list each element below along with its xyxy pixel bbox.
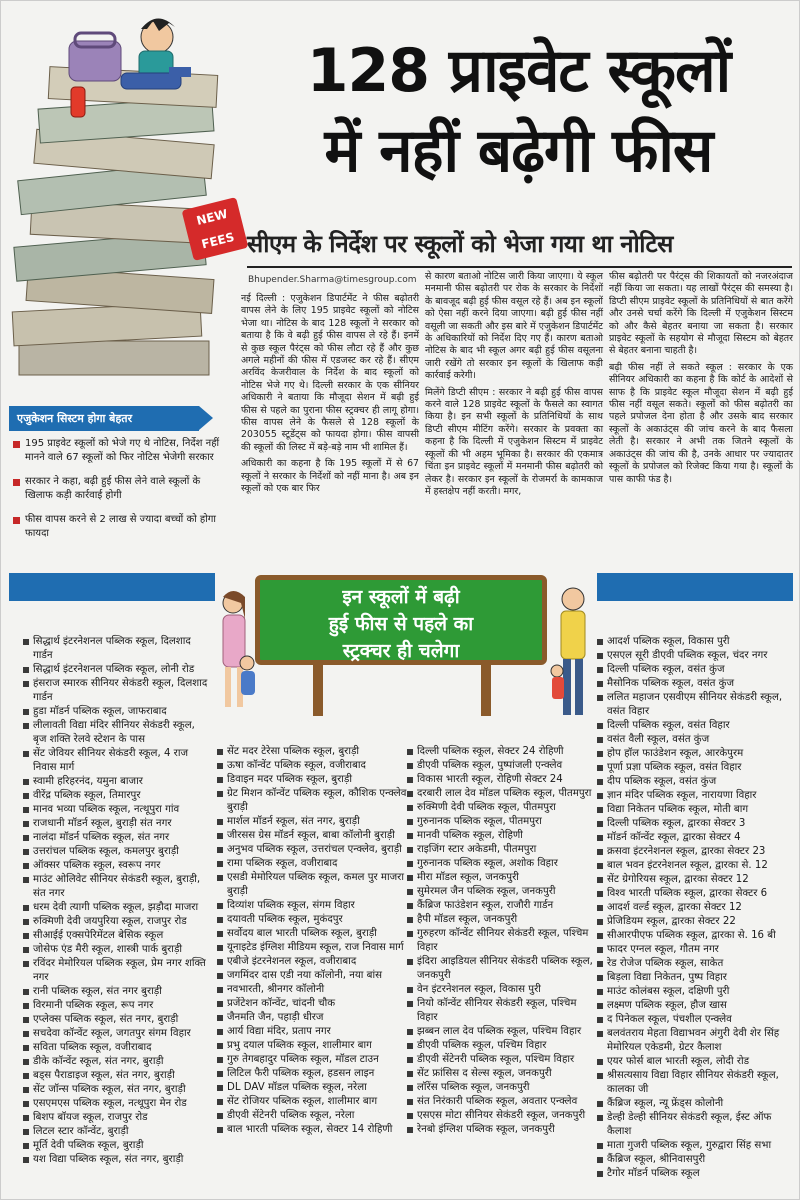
school-list-item: हुडा मॉडर्न पब्लिक स्कूल, जाफराबाद: [23, 705, 209, 719]
school-list-3: [407, 745, 597, 1137]
school-list-item: सीआरपीएफ पब्लिक स्कूल, द्वारका से. 16 बी: [597, 929, 793, 943]
school-list-item: बाल भारती पब्लिक स्कूल, सेक्टर 14 रोहिणी: [217, 1123, 407, 1137]
headline: [241, 31, 796, 191]
school-list-item: मॉडर्न कॉन्वेंट स्कूल, द्वारका सेक्टर 4: [597, 831, 793, 845]
school-list-item: सविता पब्लिक स्कूल, वजीराबाद: [23, 1041, 209, 1055]
school-list-item: रुक्मिणी देवी पब्लिक स्कूल, पीतमपुरा: [407, 801, 597, 815]
school-list-item: वसंत वैली स्कूल, वसंत कुंज: [597, 733, 793, 747]
school-list-item: एसएस मोटा सीनियर सेकंडरी स्कूल, जनकपुरी: [407, 1109, 597, 1123]
school-list-item: दिल्ली पब्लिक स्कूल, वसंत कुंज: [597, 663, 793, 677]
school-list-item: द पिनेकल स्कूल, पंचशील एन्क्लेव: [597, 1013, 793, 1027]
section-divider-left: [9, 573, 215, 601]
summary-item: सरकार ने कहा, बढ़ी हुई फीस लेने वाले स्कूलों के खिलाफ कड़ी कार्रवाई होगी: [9, 469, 231, 507]
school-list-item: हंसराज स्मारक सीनियर सेकंडरी स्कूल, दिलशाद गार्डन: [23, 677, 209, 705]
school-list-item: लीलावती विद्या मंदिर सीनियर सेकंडरी स्कूल, बृज शक्ति रेलवे स्टेशन के पास: [23, 719, 209, 747]
school-list-item: माउंट ओलिवेट सीनियर सेकंडरी स्कूल, बुराड़ी, संत नगर: [23, 873, 209, 901]
school-list-item: संत निरंकारी पब्लिक स्कूल, अवतार एन्क्लेव: [407, 1095, 597, 1109]
article-paragraph: मिलेंगे डिप्टी सीएम : सरकार ने बढ़ी हुई फीस वापस करने वाले 128 प्राइवेट स्कूलों के फैसले का स्वागत किया है। इन सभी स्कूलों के प्रतिनिधियों के साथ डिप्टी सीएम मीटिंग करेंगे। सरकार के प्रवक्ता का कहना है कि दिल्ली में एजुकेशन सिस्टम में प्राइवेट स्कूलों की भी अहम भूमिका है। सरकार की एकमात्र चिंता इन प्राइवेट स्कूलों में मनमानी फीस बढ़ोतरी को लेकर है। सरकार इन स्कूलों के रोजमर्रा के कामकाज में हस्तक्षेप नहीं करती। मगर,: [425, 386, 603, 497]
school-list-item: डिवाइन मदर पब्लिक स्कूल, बुराड़ी: [217, 773, 407, 787]
school-list-item: एसडी मेमोरियल पब्लिक स्कूल, कमल पुर माजरा बुराड़ी: [217, 871, 407, 899]
school-list-item: ज्ञान मंदिर पब्लिक स्कूल, नारायणा विहार: [597, 789, 793, 803]
school-list-item: राजधानी मॉडर्न स्कूल, बुराड़ी संत नगर: [23, 817, 209, 831]
article-column-3: [609, 271, 793, 490]
board-leg-left: [313, 661, 323, 716]
school-list-item: ग्रेट मिशन कॉन्वेंट पब्लिक स्कूल, कौशिक एन्क्लेव बुराड़ी: [217, 787, 407, 815]
water-bottle: [71, 87, 85, 117]
school-list-item: सर्वोदय बाल भारती पब्लिक स्कूल, बुराड़ी: [217, 927, 407, 941]
school-list-item: हैपी मॉडल स्कूल, जनकपुरी: [407, 913, 597, 927]
school-list-item: स्वामी हरिहरनंद, यमुना बाजार: [23, 775, 209, 789]
school-list-item: गुरु तेगबहादुर पब्लिक स्कूल, मॉडल टाउन: [217, 1053, 407, 1067]
school-list-item: बलवंतराय मेहता विद्याभवन अंगुरी देवी शेर सिंह मेमोरियल एकेडमी, ग्रेटर कैलाश: [597, 1027, 793, 1055]
school-list-item: फादर एग्नल स्कूल, गौतम नगर: [597, 943, 793, 957]
school-list-item: एप्लेक्स पब्लिक स्कूल, संत नगर, बुराड़ी: [23, 1013, 209, 1027]
school-list-item: ललित महाजन एसवीएम सीनियर सेकंडरी स्कूल, वसंत विहार: [597, 691, 793, 719]
school-list-item: वेन इंटरनेशनल स्कूल, विकास पुरी: [407, 983, 597, 997]
school-list-item: जीरसस ग्रेस मॉडर्न स्कूल, बाबा कॉलोनी बुराड़ी: [217, 829, 407, 843]
school-list-item: लिटल स्टार कॉन्वेंट, बुराड़ी: [23, 1125, 209, 1139]
summary-item: 195 प्राइवेट स्कूलों को भेजे गए थे नोटिस, निर्देश नहीं मानने वाले 67 स्कूलों को फिर नोटिस भेजेगी सरकार: [9, 431, 231, 469]
school-list-item: सीआईई एक्सपेरिमेंटल बेसिक स्कूल: [23, 929, 209, 943]
article-column-2: [425, 271, 603, 502]
school-list-item: प्रजेंटेशन कॉन्वेंट, चांदनी चौक: [217, 997, 407, 1011]
school-list-item: डीएवी पब्लिक स्कूल, पश्चिम विहार: [407, 1039, 597, 1053]
school-list-4: [597, 635, 793, 1181]
school-list-item: DL DAV मॉडल पब्लिक स्कूल, नरेला: [217, 1081, 407, 1095]
school-list-item: सेंट रोजियर पब्लिक स्कूल, शालीमार बाग: [217, 1095, 407, 1109]
board-line3: स्ट्रक्चर ही चलेगा: [342, 640, 460, 662]
school-list-item: गुरुहरण कॉन्वेंट सीनियर सेकंडरी स्कूल, पश्चिम विहार: [407, 927, 597, 955]
school-list-item: विकास भारती स्कूल, रोहिणी सेक्टर 24: [407, 773, 597, 787]
subheadline: सीएम के निर्देश पर स्कूलों को भेजा गया था नोटिस: [247, 227, 792, 268]
school-list-item: जगमिंदर दास एडी नया कॉलोनी, नया बांस: [217, 969, 407, 983]
section-divider-right: [597, 573, 793, 601]
school-list-item: एयर फोर्स बाल भारती स्कूल, लोदी रोड: [597, 1055, 793, 1069]
notice-board: [255, 575, 547, 665]
school-list-item: रुक्मिणी देवी जयपुरिया स्कूल, राजपुर रोड: [23, 915, 209, 929]
boy-figure: [121, 18, 191, 89]
school-list-item: क्रसवा इंटरनेशनल स्कूल, द्वारका सेक्टर 23: [597, 845, 793, 859]
school-list-item: दीप पब्लिक स्कूल, वसंत कुंज: [597, 775, 793, 789]
school-list-item: आदर्श पब्लिक स्कूल, विकास पुरी: [597, 635, 793, 649]
school-list-item: होप हॉल फाउंडेशन स्कूल, आरकेपुरम: [597, 747, 793, 761]
school-list-item: विरमानी पब्लिक स्कूल, रूप नगर: [23, 999, 209, 1013]
school-list-item: मार्शल मॉडर्न स्कूल, संत नगर, बुराड़ी: [217, 815, 407, 829]
school-list-item: प्रभु दयाल पब्लिक स्कूल, शालीमार बाग: [217, 1039, 407, 1053]
school-list-item: मैसोनिक पब्लिक स्कूल, वसंत कुंज: [597, 677, 793, 691]
article-paragraph: से कारण बताओ नोटिस जारी किया जाएगा। ये स्कूल मनमानी फीस बढ़ोतरी पर रोक के सरकार के निर्देशों के बावजूद बढ़ी हुई फीस वसूल रहे हैं। अब इन स्कूलों को ऐसा नहीं करने दिया जाएगा। बढ़ी हुई फीस नहीं वसूली जा सकती और इस बारे में एजुकेशन डिपार्टमेंट के अधिकारियों को निर्देश दिए गए हैं। कारण बताओ नोटिस के बाद भी स्कूल अगर बढ़ी हुई फीस वसूलना जारी रखेंगे तो सरकार इन स्कूलों के खिलाफ कड़ी कार्रवाई करेगी।: [425, 271, 603, 382]
school-list-item: ऑक्सर पब्लिक स्कूल, स्वरूप नगर: [23, 859, 209, 873]
board-leg-right: [481, 661, 491, 716]
illustration-money-stack: [9, 11, 241, 406]
school-list-item: सचदेवा कॉन्वेंट स्कूल, जगतपुर संगम विहार: [23, 1027, 209, 1041]
school-list-item: इंदिरा आइडियल सीनियर सेकंडरी पब्लिक स्कूल, जनकपुरी: [407, 955, 597, 983]
school-list-item: सेंट फ्रांसिस द सेल्स स्कूल, जनकपुरी: [407, 1067, 597, 1081]
school-list-item: बिड़ला विद्या निकेतन, पुष्प विहार: [597, 971, 793, 985]
article-paragraph: बढ़ी फीस नहीं ले सकते स्कूल : सरकार के एक सीनियर अधिकारी का कहना है कि कोर्ट के आदेशों से साफ है कि प्राइवेट स्कूल मौजूदा सेशन में बढ़ी हुई फीस नहीं वसूल सकते। स्कूलों को फीस बढ़ोतरी का पहले प्रपोजल देना होता है और उसके बाद सरकार स्कूलों के अकाउंट्स की जांच करने के बाद फैसला लेती है। सरकार ने अभी तक जितने स्कूलों के अकाउंट्स की जांच की है, उनके आधार पर ज्यादातर स्कूलों के प्रपोजल को रिजेक्ट किया गया है। स्कूलों के पास काफी फंड है।: [609, 361, 793, 485]
school-list-item: बड्स पैराडाइज स्कूल, संत नगर, बुराड़ी: [23, 1069, 209, 1083]
school-list-item: ऊषा कॉन्वेंट पब्लिक स्कूल, वजीराबाद: [217, 759, 407, 773]
school-list-item: राइजिंग स्टार अकेडमी, पीतमपुरा: [407, 843, 597, 857]
school-list-item: धरम देवी त्यागी पब्लिक स्कूल, झड़ौदा माजरा: [23, 901, 209, 915]
new-fees-tag-line2: FEES: [200, 229, 236, 252]
school-list-item: दरबारी लाल देव मॉडल पब्लिक स्कूल, पीतमपुरा: [407, 787, 597, 801]
school-list-item: डीएवी सेंटेनरी पब्लिक स्कूल, नरेला: [217, 1109, 407, 1123]
school-list-item: रानी पब्लिक स्कूल, संत नगर बुराड़ी: [23, 985, 209, 999]
school-list-item: जोसेफ एंड मैरी स्कूल, शास्त्री पार्क बुराड़ी: [23, 943, 209, 957]
school-list-item: डीएवी सेंटेनरी पब्लिक स्कूल, पश्चिम विहार: [407, 1053, 597, 1067]
woman-figure-graphic: [213, 589, 257, 713]
school-list-item: माता गुजरी पब्लिक स्कूल, गुरुद्वारा सिंह सभा: [597, 1139, 793, 1153]
school-list-item: सिद्धार्थ इंटरनेशनल पब्लिक स्कूल, लोनी रोड: [23, 663, 209, 677]
school-list-item: रेनबो इंग्लिश पब्लिक स्कूल, जनकपुरी: [407, 1123, 597, 1137]
school-list-item: एसएमएस पब्लिक स्कूल, नत्थूपुरा मेन रोड: [23, 1097, 209, 1111]
article-column-1: [241, 293, 419, 500]
school-bag: [69, 33, 121, 81]
school-list-item: डेल्ही डेल्ही सीनियर सेकंडरी स्कूल, ईस्ट ऑफ कैलाश: [597, 1111, 793, 1139]
school-list-1: [23, 635, 209, 1167]
school-list-item: विश्व भारती पब्लिक स्कूल, द्वारका सेक्टर 6: [597, 887, 793, 901]
school-list-item: नियो कॉन्वेंट सीनियर सेकंडरी स्कूल, पश्चिम विहार: [407, 997, 597, 1025]
school-list-item: दिल्ली पब्लिक स्कूल, वसंत विहार: [597, 719, 793, 733]
school-list-item: लक्ष्मण पब्लिक स्कूल, हौज खास: [597, 999, 793, 1013]
school-list-item: यश विद्या पब्लिक स्कूल, संत नगर, बुराड़ी: [23, 1153, 209, 1167]
school-list-item: सिद्धार्थ इंटरनेशनल पब्लिक स्कूल, दिलशाद गार्डन: [23, 635, 209, 663]
summary-box: [9, 406, 231, 566]
school-list-item: रविंदर मेमोरियल पब्लिक स्कूल, प्रेम नगर शक्ति नगर: [23, 957, 209, 985]
school-list-item: डीएवी पब्लिक स्कूल, पुष्पांजली एन्क्लेव: [407, 759, 597, 773]
article-paragraph: नई दिल्ली : एजुकेशन डिपार्टमेंट ने फीस बढ़ोतरी वापस लेने के लिए 195 प्राइवेट स्कूलों को नोटिस भेजा था। नोटिस के बाद 128 स्कूलों ने सरकार को बताया है कि वे बढ़ी हुई फीस वापस ले रहे हैं। इनमें से कुछ स्कूल पैरंट्स को फीस लौटा रहे हैं और कुछ अगले महीनों की फीस में एडजस्ट कर रहे हैं। सीएम अरविंद केजरीवाल के निर्देश के बाद स्कूलों को नोटिस भेजे गए थे। दिल्ली सरकार के एक सीनियर अधिकारी ने बताया कि मौजूदा सेशन में बढ़ी हुई फीस से पहले का पुराना फीस स्ट्रक्चर ही लागू होगा। फीस वापस लेने के फैसले से 128 स्कूलों के 203055 स्टूडेंट्स को फायदा होगा। फीस वापसी की स्कूलों की लिस्ट में बड़े-बड़े नाम भी शामिल हैं।: [241, 293, 419, 453]
school-list-item: सेंट जेवियर सीनियर सेकंडरी स्कूल, 4 राज निवास मार्ग: [23, 747, 209, 775]
school-list-item: नवभारती, श्रीनगर कॉलोनी: [217, 983, 407, 997]
school-list-item: गुरुनानक पब्लिक स्कूल, अशोक विहार: [407, 857, 597, 871]
school-list-item: दयावती पब्लिक स्कूल, मुकंदपुर: [217, 913, 407, 927]
school-list-item: लॉरेंस पब्लिक स्कूल, जनकपुरी: [407, 1081, 597, 1095]
school-list-item: यूनाइटेड इंग्लिश मीडियम स्कूल, राज निवास मार्ग: [217, 941, 407, 955]
school-list-item: मूर्ति देवी पब्लिक स्कूल, बुराड़ी: [23, 1139, 209, 1153]
school-list-item: अनुभव पब्लिक स्कूल, उत्तरांचल एन्क्लेव, बुराड़ी: [217, 843, 407, 857]
school-list-item: सेंट जॉन्स पब्लिक स्कूल, संत नगर, बुराड़ी: [23, 1083, 209, 1097]
school-list-item: लिटिल फैरी पब्लिक स्कूल, हडसन लाइन: [217, 1067, 407, 1081]
school-list-item: मानव भव्या पब्लिक स्कूल, नत्थूपुरा गांव: [23, 803, 209, 817]
school-list-item: रामा पब्लिक स्कूल, वजीराबाद: [217, 857, 407, 871]
article-paragraph: फीस बढ़ोतरी पर पैरंट्स की शिकायतों को नजरअंदाज नहीं किया जा सकता। यह लाखों पैरंट्स की समस्या है। डिप्टी सीएम प्राइवेट स्कूलों के प्रतिनिधियों से बात करेंगे और उनसे चर्चा करेंगे कि दिल्ली में एजुकेशन सिस्टम को और कैसे बेहतर बनाया जा सकता है। सरकार प्राइवेट स्कूलों के सहयोग से मौजूदा सिस्टम को बेहतर से बेहतर बनाना चाहती है।: [609, 271, 793, 357]
school-list-item: डीके कॉन्वेंट स्कूल, संत नगर, बुराड़ी: [23, 1055, 209, 1069]
school-list-item: दिल्ली पब्लिक स्कूल, सेक्टर 24 रोहिणी: [407, 745, 597, 759]
school-list-item: टैगोर मॉडर्न पब्लिक स्कूल: [597, 1167, 793, 1181]
article-paragraph: अधिकारी का कहना है कि 195 स्कूलों में से 67 स्कूलों ने सरकार के निर्देशों को नहीं माना है। अब इन स्कूलों को एक बार फिर: [241, 458, 419, 495]
school-list-item: श्रीसत्यसाय विद्या विहार सीनियर सेकंडरी स्कूल, कालका जी: [597, 1069, 793, 1097]
school-list-item: प्रेजिडियम स्कूल, द्वारका सेक्टर 22: [597, 915, 793, 929]
school-list-item: झब्बन लाल देव पब्लिक स्कूल, पश्चिम विहार: [407, 1025, 597, 1039]
school-list-item: आर्य विद्या मंदिर, प्रताप नगर: [217, 1025, 407, 1039]
school-list-item: विद्या निकेतन पब्लिक स्कूल, मोती बाग: [597, 803, 793, 817]
school-list-item: एबीजे इंटरनेशनल स्कूल, वजीराबाद: [217, 955, 407, 969]
school-list-item: सुमेरमल जैन पब्लिक स्कूल, जनकपुरी: [407, 885, 597, 899]
headline-line2: में नहीं बढ़ेगी फीस: [324, 116, 713, 186]
summary-title: एजुकेशन सिस्टम होगा बेहतर: [9, 406, 199, 431]
school-list-item: दिल्ली पब्लिक स्कूल, द्वारका सेक्टर 3: [597, 817, 793, 831]
school-list-item: सेंट ग्रेगोरियस स्कूल, द्वारका सेक्टर 12: [597, 873, 793, 887]
school-list-item: सेंट मदर टेरेसा पब्लिक स्कूल, बुराड़ी: [217, 745, 407, 759]
school-list-item: कैंब्रिज स्कूल, न्यू फ्रेंड्स कोलोनी: [597, 1097, 793, 1111]
board-line1: इन स्कूलों में बढ़ी: [342, 586, 460, 608]
school-list-item: रेड रोजेज पब्लिक स्कूल, साकेत: [597, 957, 793, 971]
school-list-item: माउंट कोलंबस स्कूल, दक्षिणी पुरी: [597, 985, 793, 999]
school-list-item: नालंदा मॉडर्न पब्लिक स्कूल, संत नगर: [23, 831, 209, 845]
school-list-2: [217, 745, 407, 1137]
school-list-item: बाल भवन इंटरनेशनल स्कूल, द्वारका से. 12: [597, 859, 793, 873]
board-line2: हुई फीस से पहले का: [328, 613, 474, 635]
school-list-item: जैनमति जैन, पहाड़ी धीरज: [217, 1011, 407, 1025]
school-list-item: गुरुनानक पब्लिक स्कूल, पीतमपुरा: [407, 815, 597, 829]
school-list-item: एसएल सूरी डीएवी पब्लिक स्कूल, चंदर नगर: [597, 649, 793, 663]
headline-line1: 128 प्राइवेट स्कूलों: [306, 36, 731, 106]
school-list-item: वीरेंद्र पब्लिक स्कूल, तिमारपुर: [23, 789, 209, 803]
school-list-item: मीरा मॉडल स्कूल, जनकपुरी: [407, 871, 597, 885]
school-list-item: कैंब्रिज फाउंडेशन स्कूल, राजौरी गार्डन: [407, 899, 597, 913]
school-list-item: मानवी पब्लिक स्कूल, रोहिणी: [407, 829, 597, 843]
school-list-item: आदर्श वर्ल्ड स्कूल, द्वारका सेक्टर 12: [597, 901, 793, 915]
school-list-item: उत्तरांचल पब्लिक स्कूल, कमलपुर बुराड़ी: [23, 845, 209, 859]
school-list-item: पूर्णा प्रज्ञा पब्लिक स्कूल, वसंत विहार: [597, 761, 793, 775]
summary-item: फीस वापस करने से 2 लाख से ज्यादा बच्चों को होगा फायदा: [9, 507, 231, 545]
man-figure-graphic: [549, 585, 593, 719]
new-fees-tag-line1: NEW: [195, 206, 230, 228]
school-list-item: कैंब्रिज स्कूल, श्रीनिवासपुरी: [597, 1153, 793, 1167]
school-list-item: दिव्यांश पब्लिक स्कूल, संगम विहार: [217, 899, 407, 913]
byline: Bhupender.Sharma@timesgroup.com: [248, 275, 417, 285]
school-list-item: बिशप बॉयज स्कूल, राजपुर रोड: [23, 1111, 209, 1125]
